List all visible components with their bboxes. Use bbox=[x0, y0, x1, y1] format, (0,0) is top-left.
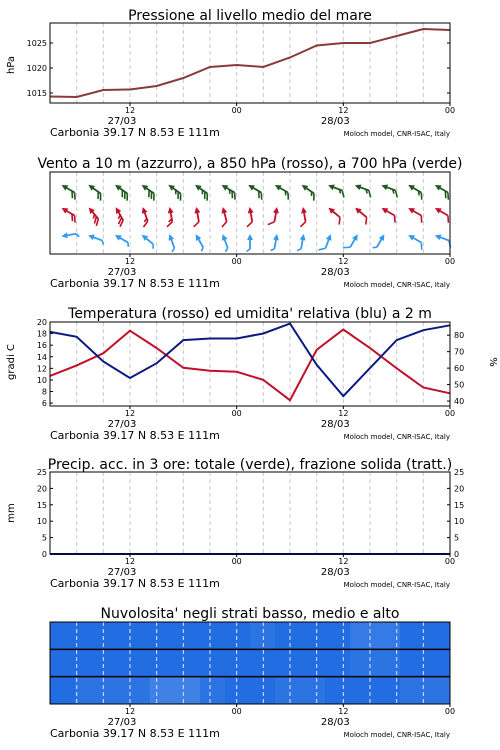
cloud-cell bbox=[425, 677, 451, 704]
y-tick-label: 1020 bbox=[26, 64, 47, 73]
y-tick-label: 15 bbox=[36, 500, 47, 510]
pressure-x-axis bbox=[50, 103, 455, 139]
barb-feather bbox=[142, 221, 149, 227]
cloud-cell bbox=[350, 622, 376, 649]
y-tick-label: 10 bbox=[454, 517, 465, 527]
barb-head bbox=[407, 182, 415, 190]
barb-half-feather bbox=[224, 248, 228, 252]
precip-panel bbox=[6, 457, 464, 590]
wind-barb bbox=[165, 182, 186, 200]
x-date-label: 28/03 bbox=[320, 567, 350, 578]
wind-barb bbox=[405, 182, 426, 199]
wind-barb bbox=[59, 182, 80, 199]
x-tick-label: 12 bbox=[124, 257, 136, 266]
y-tick-label: 25 bbox=[454, 468, 465, 477]
y-tick-label: 1025 bbox=[26, 39, 47, 48]
y-tick-label: 1015 bbox=[26, 89, 47, 98]
cloud-cell bbox=[50, 677, 76, 704]
cloud-cell bbox=[325, 649, 351, 676]
wind-barb bbox=[343, 231, 360, 252]
cloud-cell bbox=[175, 622, 201, 649]
temp-panel bbox=[6, 306, 498, 442]
barb-head bbox=[113, 206, 121, 214]
pressure-frame bbox=[50, 23, 450, 103]
x-tick-label: 00 bbox=[444, 707, 456, 716]
wind-barb bbox=[87, 232, 106, 244]
wind-barb bbox=[140, 232, 158, 248]
wind-barb bbox=[326, 182, 347, 197]
x-tick-label: 12 bbox=[124, 707, 136, 716]
cloud-cell bbox=[175, 677, 201, 704]
wind-barbs bbox=[59, 182, 454, 253]
temp-grid bbox=[77, 322, 424, 406]
cloud-cell bbox=[50, 649, 76, 676]
wind-barb bbox=[272, 182, 293, 199]
wind-x-axis bbox=[50, 254, 455, 290]
x-tick-label: 12 bbox=[124, 409, 136, 418]
barb-feather bbox=[246, 222, 253, 227]
y-tick-label: 12 bbox=[36, 364, 47, 374]
y-tick-label: 8 bbox=[41, 387, 47, 397]
x-date-label: 28/03 bbox=[320, 419, 350, 430]
cloud-cell bbox=[150, 677, 176, 704]
y-tick-label: 5 bbox=[454, 533, 460, 543]
x-date-label: 27/03 bbox=[107, 419, 137, 430]
y-tick-label: 0 bbox=[454, 550, 460, 559]
cloud-cell bbox=[125, 677, 151, 704]
barb-feather bbox=[300, 222, 307, 227]
cloud-cell bbox=[325, 622, 351, 649]
x-tick-label: 00 bbox=[444, 557, 456, 566]
x-tick-label: 00 bbox=[231, 257, 242, 266]
wind-barb bbox=[192, 182, 213, 200]
pressure-panel bbox=[6, 8, 455, 139]
cloud-cell bbox=[300, 622, 326, 649]
x-date-label: 28/03 bbox=[320, 267, 350, 278]
barb-feather bbox=[268, 221, 275, 226]
cloud-cell bbox=[75, 677, 101, 704]
wind-barb bbox=[166, 233, 178, 252]
wind-barb bbox=[373, 233, 387, 251]
y-tick-label: 10 bbox=[36, 517, 47, 527]
cloud-cell bbox=[75, 622, 101, 649]
y-tick-label: 6 bbox=[41, 399, 47, 409]
x-tick-label: 00 bbox=[231, 106, 242, 115]
barb-head bbox=[352, 233, 360, 241]
precip-x-axis bbox=[50, 554, 455, 590]
temp-x-axis bbox=[50, 406, 455, 442]
x-tick-label: 12 bbox=[338, 409, 349, 418]
barb-head bbox=[300, 234, 307, 241]
barb-head bbox=[273, 182, 281, 190]
y-tick-label: 70 bbox=[454, 347, 465, 357]
x-tick-label: 12 bbox=[124, 106, 136, 115]
barb-head bbox=[379, 233, 387, 241]
cloud-cell bbox=[75, 649, 101, 676]
barb-head bbox=[433, 205, 441, 213]
barb-half-feather bbox=[247, 249, 251, 252]
barb-feather bbox=[393, 190, 399, 197]
cloud-cell bbox=[275, 677, 301, 704]
x-tick-label: 00 bbox=[231, 409, 242, 418]
x-tick-label: 00 bbox=[231, 557, 242, 566]
y-tick-label: 20 bbox=[36, 318, 47, 327]
barb-half-feather bbox=[200, 247, 204, 251]
x-date-label: 28/03 bbox=[320, 717, 350, 728]
x-tick-label: 00 bbox=[231, 707, 242, 716]
x-tick-label: 12 bbox=[338, 557, 349, 566]
wind-barb bbox=[190, 207, 202, 227]
barb-head bbox=[60, 182, 68, 190]
barb-head bbox=[327, 182, 335, 190]
x-date-label: 27/03 bbox=[107, 717, 137, 728]
wind-barb bbox=[244, 207, 256, 227]
wind-barb bbox=[297, 233, 306, 251]
x-date-label: 28/03 bbox=[320, 116, 350, 127]
pressure-series bbox=[50, 29, 450, 97]
cloud-cell bbox=[125, 622, 151, 649]
cloud-cell bbox=[250, 649, 276, 676]
pressure-y-ticks bbox=[27, 39, 450, 98]
credit-label: Moloch model, CNR-ISAC, Italy bbox=[343, 731, 450, 739]
x-tick-label: 12 bbox=[338, 257, 349, 266]
y-tick-label: 5 bbox=[41, 533, 47, 543]
x-date-label: 27/03 bbox=[107, 116, 137, 127]
pressure-line bbox=[50, 29, 450, 97]
credit-label: Moloch model, CNR-ISAC, Italy bbox=[343, 281, 450, 289]
wind-barb bbox=[247, 234, 254, 252]
wind-barb bbox=[351, 205, 371, 224]
cloud-cell bbox=[250, 677, 276, 704]
barb-head bbox=[273, 234, 280, 241]
credit-label: Moloch model, CNR-ISAC, Italy bbox=[343, 433, 450, 441]
barb-half-feather bbox=[271, 248, 275, 251]
cloud-cell bbox=[400, 622, 426, 649]
wind-barb bbox=[353, 182, 374, 197]
temp-ylabel-left: gradi C bbox=[6, 344, 17, 380]
barb-head bbox=[61, 232, 68, 239]
barb-head bbox=[87, 232, 95, 240]
y-tick-label: 16 bbox=[36, 341, 47, 351]
barb-feather bbox=[343, 244, 350, 250]
y-tick-label: 15 bbox=[454, 500, 465, 510]
wind-barb bbox=[164, 207, 176, 227]
cloud-cell bbox=[300, 677, 326, 704]
cloud-cell bbox=[175, 649, 201, 676]
pressure-ylabel: hPa bbox=[6, 55, 17, 75]
location-label: Carbonia 39.17 N 8.53 E 111m bbox=[50, 277, 220, 290]
wind-barb bbox=[219, 182, 240, 199]
barb-head bbox=[60, 205, 68, 213]
cloud-cell bbox=[225, 649, 251, 676]
wind-barb bbox=[268, 206, 280, 226]
cloud-cell bbox=[275, 649, 301, 676]
wind-barb bbox=[245, 182, 266, 199]
x-tick-label: 00 bbox=[444, 106, 456, 115]
cloud-cell bbox=[300, 649, 326, 676]
y-tick-label: 14 bbox=[36, 352, 47, 362]
cloud-x-axis bbox=[50, 704, 455, 740]
barb-feather bbox=[336, 217, 343, 224]
precip-frame bbox=[50, 472, 450, 554]
y-tick-label: 60 bbox=[454, 364, 465, 374]
cloud-heatmap bbox=[50, 622, 451, 704]
cloud-cell bbox=[400, 677, 426, 704]
pressure-title: Pressione al livello medio del mare bbox=[128, 8, 372, 24]
barb-feather bbox=[367, 190, 373, 197]
barb-head bbox=[220, 206, 227, 213]
wind-barb bbox=[193, 233, 207, 251]
precip-grid bbox=[77, 472, 424, 554]
barb-feather bbox=[193, 222, 200, 227]
barb-half-feather bbox=[297, 248, 301, 251]
barb-head bbox=[247, 207, 254, 214]
y-tick-label: 80 bbox=[454, 331, 465, 341]
barb-head bbox=[140, 206, 148, 214]
barb-head bbox=[434, 232, 442, 240]
barb-head bbox=[326, 233, 334, 241]
y-tick-label: 40 bbox=[454, 397, 465, 407]
y-tick-label: 20 bbox=[36, 484, 47, 494]
x-tick-label: 12 bbox=[124, 557, 136, 566]
wind-barb bbox=[433, 232, 454, 247]
pressure-grid bbox=[77, 23, 424, 103]
cloud-cell bbox=[150, 649, 176, 676]
barb-head bbox=[167, 207, 174, 214]
barb-feather bbox=[363, 217, 370, 224]
wind-barb bbox=[298, 182, 319, 200]
barb-head bbox=[407, 232, 415, 240]
barb-half-feather bbox=[171, 248, 175, 252]
barb-head bbox=[300, 207, 307, 214]
barb-half-feather bbox=[373, 246, 377, 250]
y-tick-label: 18 bbox=[36, 329, 47, 339]
cloud-cell bbox=[250, 622, 276, 649]
wind-barb bbox=[112, 182, 133, 200]
cloud-cell bbox=[200, 622, 226, 649]
barb-head bbox=[193, 233, 201, 241]
temp-y-ticks bbox=[37, 318, 464, 408]
wind-barb bbox=[85, 182, 106, 200]
location-label: Carbonia 39.17 N 8.53 E 111m bbox=[50, 727, 220, 740]
wind-barb bbox=[138, 182, 159, 200]
barb-head bbox=[113, 232, 121, 240]
x-tick-label: 00 bbox=[444, 257, 456, 266]
wind-barb bbox=[405, 232, 426, 249]
temp-ylabel-right: % bbox=[487, 357, 498, 367]
barb-head bbox=[407, 205, 415, 213]
y-tick-label: 0 bbox=[41, 550, 47, 559]
cloud-cell bbox=[225, 622, 251, 649]
precip-ylabel: mm bbox=[6, 503, 17, 523]
humidity-line bbox=[50, 324, 450, 397]
barb-head bbox=[433, 182, 441, 190]
barb-head bbox=[193, 207, 200, 214]
wind-barb bbox=[319, 232, 334, 253]
barb-half-feather bbox=[151, 244, 155, 248]
wind-barb bbox=[110, 206, 127, 227]
barb-head bbox=[354, 182, 362, 190]
cloud-title: Nuvolosita' negli strati basso, medio e alto bbox=[100, 606, 400, 622]
barb-head bbox=[220, 233, 228, 241]
cloud-cell bbox=[200, 649, 226, 676]
x-tick-label: 12 bbox=[338, 106, 349, 115]
barb-feather bbox=[319, 246, 326, 252]
barb-head bbox=[247, 234, 253, 240]
cloud-cell bbox=[425, 622, 451, 649]
barb-head bbox=[247, 182, 255, 190]
cloud-cell bbox=[325, 677, 351, 704]
location-label: Carbonia 39.17 N 8.53 E 111m bbox=[50, 429, 220, 442]
credit-label: Moloch model, CNR-ISAC, Italy bbox=[343, 130, 450, 138]
wind-barb bbox=[271, 233, 280, 251]
cloud-panel bbox=[50, 606, 455, 740]
wind-barb bbox=[379, 182, 400, 197]
wind-barb bbox=[84, 206, 103, 226]
y-tick-label: 20 bbox=[454, 484, 465, 494]
barb-head bbox=[166, 233, 174, 241]
location-label: Carbonia 39.17 N 8.53 E 111m bbox=[50, 126, 220, 139]
x-date-label: 27/03 bbox=[107, 267, 137, 278]
cloud-cell bbox=[50, 622, 76, 649]
barb-head bbox=[380, 205, 388, 213]
cloud-cell bbox=[350, 677, 376, 704]
cloud-cell bbox=[225, 677, 251, 704]
barb-head bbox=[220, 182, 228, 190]
cloud-cell bbox=[200, 677, 226, 704]
y-tick-label: 25 bbox=[36, 468, 47, 477]
temp-title: Temperatura (rosso) ed umidita' relativa (blu) a 2 m bbox=[68, 306, 432, 322]
wind-barb bbox=[137, 206, 152, 227]
location-label: Carbonia 39.17 N 8.53 E 111m bbox=[50, 577, 220, 590]
barb-head bbox=[380, 182, 388, 190]
barb-feather bbox=[221, 222, 228, 227]
cloud-cell bbox=[350, 649, 376, 676]
wind-barb bbox=[219, 233, 231, 252]
temp-series bbox=[50, 324, 450, 401]
wind-title: Vento a 10 m (azzurro), a 850 hPa (rosso), a 700 hPa (verde) bbox=[37, 156, 463, 172]
cloud-cell bbox=[400, 649, 426, 676]
cloud-cell bbox=[275, 622, 301, 649]
cloud-cell bbox=[125, 649, 151, 676]
credit-label: Moloch model, CNR-ISAC, Italy bbox=[343, 581, 450, 589]
x-tick-label: 12 bbox=[338, 707, 349, 716]
wind-barb bbox=[113, 232, 131, 246]
precip-title: Precip. acc. in 3 ore: totale (verde), frazione solida (tratt.) bbox=[47, 457, 453, 473]
barb-head bbox=[273, 207, 280, 214]
y-tick-label: 50 bbox=[454, 380, 465, 390]
wind-barb bbox=[297, 207, 309, 227]
x-date-label: 27/03 bbox=[107, 567, 137, 578]
cloud-cell bbox=[150, 622, 176, 649]
wind-barb bbox=[325, 205, 345, 224]
y-tick-label: 10 bbox=[36, 375, 47, 385]
barb-feather bbox=[340, 190, 346, 197]
wind-panel bbox=[37, 156, 462, 290]
x-tick-label: 00 bbox=[444, 409, 456, 418]
barb-feather bbox=[166, 222, 173, 227]
wind-barb bbox=[217, 206, 231, 227]
cloud-cell bbox=[425, 649, 451, 676]
precip-y-ticks bbox=[37, 468, 464, 559]
